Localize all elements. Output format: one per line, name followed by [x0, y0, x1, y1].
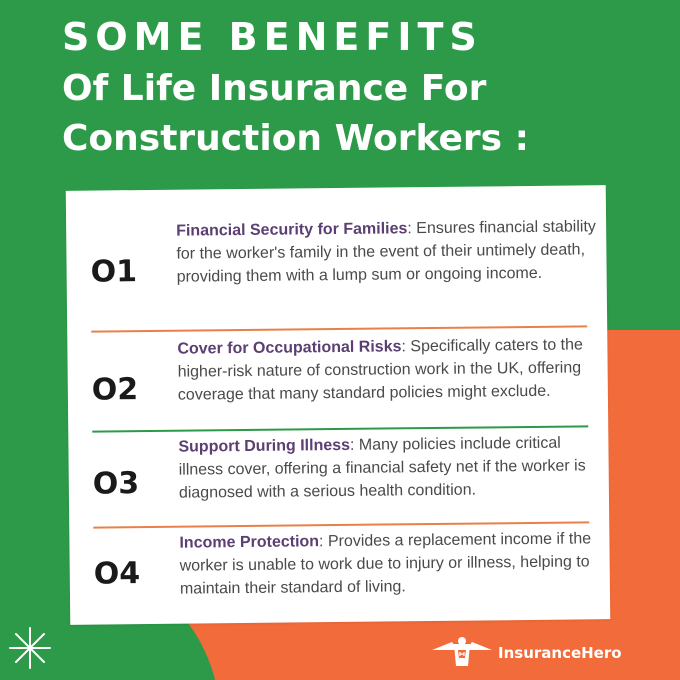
heading-line-1: SOME BENEFITS — [62, 15, 483, 59]
benefit-description: : Provides a replacement income if the worker is unable to work due to injury or illness, helping to maintain their standard of living. — [179, 530, 592, 598]
heading-line-2: Of Life Insurance For — [62, 68, 487, 109]
benefit-title: Financial Security for Families — [176, 220, 408, 240]
benefit-description: : Specifically caters to the higher-risk nature of construction work in the UK, offering coverage that many standard policies might exclude. — [177, 336, 583, 404]
benefit-title: Cover for Occupational Risks — [177, 338, 402, 358]
benefit-title: Support During Illness — [178, 436, 351, 456]
benefit-title: Income Protection — [179, 533, 320, 552]
benefit-item — [91, 333, 594, 430]
benefit-item — [92, 431, 595, 528]
benefit-text — [178, 431, 599, 504]
benefit-number: O1 — [90, 254, 138, 290]
benefit-text — [177, 333, 598, 406]
superhero-icon — [430, 636, 494, 670]
benefit-item — [93, 527, 596, 624]
benefit-number: O2 — [91, 372, 139, 408]
brand-logo — [430, 636, 622, 670]
benefit-item — [90, 215, 596, 320]
brand-name: InsuranceHero — [498, 644, 622, 662]
benefit-number: O3 — [92, 466, 140, 502]
heading-line-3: Construction Workers : — [62, 118, 529, 159]
sparkle-icon — [8, 626, 52, 670]
benefits-card — [66, 185, 611, 625]
heading-subtitle — [62, 64, 632, 164]
benefit-description: : Ensures financial stability for the worker's family in the event of their untimely death, providing them with a lump sum or ongoing income. — [176, 218, 596, 286]
benefit-number: O4 — [93, 556, 141, 592]
benefit-text — [176, 215, 597, 288]
divider-orange — [91, 325, 587, 332]
benefit-text — [179, 527, 600, 600]
benefit-description: : Many policies include critical illness cover, offering a financial safety net if the worker is diagnosed with a serious health condition. — [178, 434, 586, 502]
